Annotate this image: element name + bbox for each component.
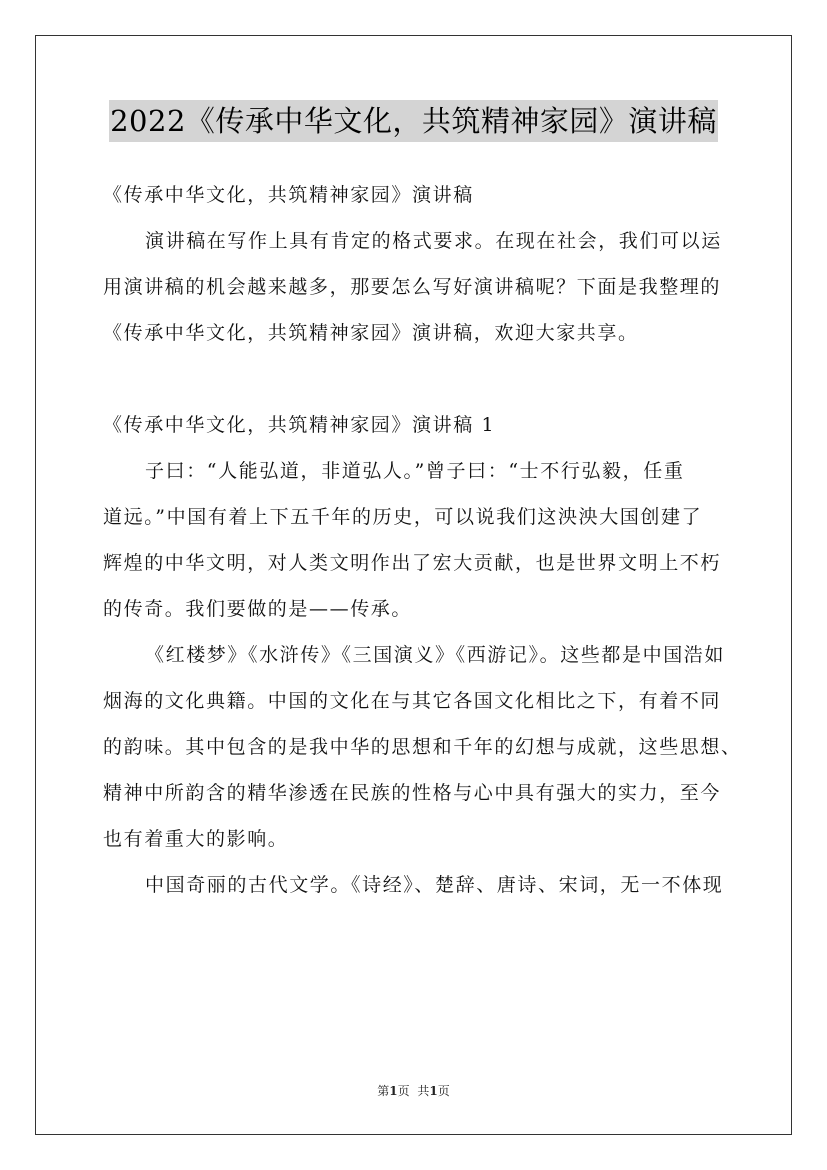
footer-total-suffix: 页 xyxy=(437,1084,450,1098)
text-line: 的传奇。我们要做的是——传承。 xyxy=(103,598,413,620)
text-line: 《传承中华文化，共筑精神家园》演讲稿，欢迎大家共享。 xyxy=(103,322,639,344)
text-line: 《传承中华文化，共筑精神家园》演讲稿 xyxy=(103,184,474,206)
title-container xyxy=(0,100,827,142)
text-line: 《红楼梦》《水浒传》《三国演义》《西游记》。这些都是中国浩如 xyxy=(145,644,726,666)
footer-page-number: 1 xyxy=(389,1084,398,1098)
text-line: 辉煌的中华文明，对人类文明作出了宏大贡献，也是世界文明上不朽 xyxy=(103,552,722,574)
footer-page-prefix: 第 xyxy=(377,1084,390,1098)
text-line: 子曰：“人能弘道，非道弘人。”曾子曰：“士不行弘毅，任重 xyxy=(145,460,685,482)
footer-total-prefix: 共 xyxy=(417,1084,430,1098)
text-line: 《传承中华文化，共筑精神家园》演讲稿 1 xyxy=(103,414,496,436)
text-line: 用演讲稿的机会越来越多，那要怎么写好演讲稿呢？下面是我整理的 xyxy=(103,276,722,298)
text-line: 道远。”中国有着上下五千年的历史，可以说我们这泱泱大国创建了 xyxy=(103,506,703,528)
text-line: 烟海的文化典籍。中国的文化在与其它各国文化相比之下，有着不同 xyxy=(103,690,722,712)
text-line: 也有着重大的影响。 xyxy=(103,828,289,850)
text-line: 演讲稿在写作上具有肯定的格式要求。在现在社会，我们可以运 xyxy=(145,230,722,252)
page-footer xyxy=(0,1082,827,1099)
footer-page-suffix: 页 xyxy=(397,1084,410,1098)
text-line: 的韵味。其中包含的是我中华的思想和千年的幻想与成就，这些思想、 xyxy=(103,736,742,758)
text-line: 精神中所韵含的精华渗透在民族的性格与心中具有强大的实力，至今 xyxy=(103,782,722,804)
paragraph-gap xyxy=(103,356,733,402)
document-body xyxy=(103,172,742,908)
footer-total-number: 1 xyxy=(429,1084,438,1098)
text-line: 中国奇丽的古代文学。《诗经》、楚辞、唐诗、宋词，无一不体现 xyxy=(145,874,724,896)
document-title: 2022《传承中华文化，共筑精神家园》演讲稿 xyxy=(109,100,718,142)
